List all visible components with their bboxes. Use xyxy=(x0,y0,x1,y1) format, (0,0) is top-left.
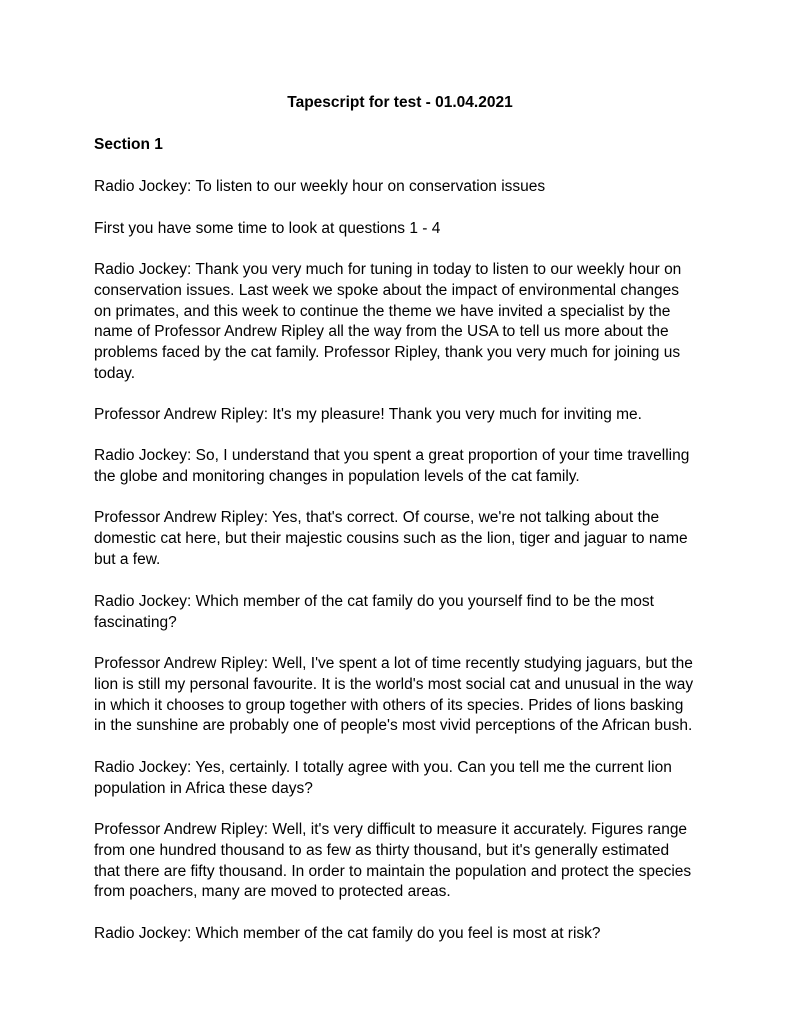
paragraph-professor-lions: Professor Andrew Ripley: Well, I've spent a lot of time recently studying jaguars, but the lion is still my personal favourite. It is the world's most social cat and unusual in the way in which it chooses to group together with others of its species. Prides of lions basking in the sunshine are probably one of people's most vivid perceptions of the African bush. xyxy=(94,655,694,735)
paragraph-rj-fascinating: Radio Jockey: Which member of the cat family do you yourself find to be the most fascinating? xyxy=(94,593,654,631)
paragraph-professor-pleasure: Professor Andrew Ripley: It's my pleasure! Thank you very much for inviting me. xyxy=(94,406,642,423)
paragraph-professor-figures: Professor Andrew Ripley: Well, it's very difficult to measure it accurately. Figures range from one hundred thousand to as few as thirty thousand, but it's generally estimated that there are fifty thousand. In order to maintain the population and protect the species from poachers, many are moved to protected areas. xyxy=(94,821,692,901)
paragraph-rj-welcome: Radio Jockey: Thank you very much for tuning in today to listen to our weekly hour on conservation issues. Last week we spoke about the impact of environmental changes on primates, and this week to continue the theme we have invited a specialist by the name of Professor Andrew Ripley all the way from the USA to tell us more about the problems faced by the cat family. Professor Ripley, thank you very much for joining us today. xyxy=(94,261,682,382)
paragraph-rj-intro: Radio Jockey: To listen to our weekly hour on conservation issues xyxy=(94,178,546,195)
paragraph-rj-travelling: Radio Jockey: So, I understand that you spent a great proportion of your time travelling the globe and monitoring changes in population levels of the cat family. xyxy=(94,447,690,485)
paragraph-rj-population: Radio Jockey: Yes, certainly. I totally agree with you. Can you tell me the current lion population in Africa these days? xyxy=(94,759,672,797)
section-heading: Section 1 xyxy=(94,136,163,153)
paragraph-instruction: First you have some time to look at questions 1 - 4 xyxy=(94,220,441,237)
paragraph-professor-cousins: Professor Andrew Ripley: Yes, that's correct. Of course, we're not talking about the domestic cat here, but their majestic cousins such as the lion, tiger and jaguar to name but a few. xyxy=(94,509,688,568)
document-title: Tapescript for test - 01.04.2021 xyxy=(287,94,513,111)
paragraph-rj-risk: Radio Jockey: Which member of the cat family do you feel is most at risk? xyxy=(94,925,601,942)
